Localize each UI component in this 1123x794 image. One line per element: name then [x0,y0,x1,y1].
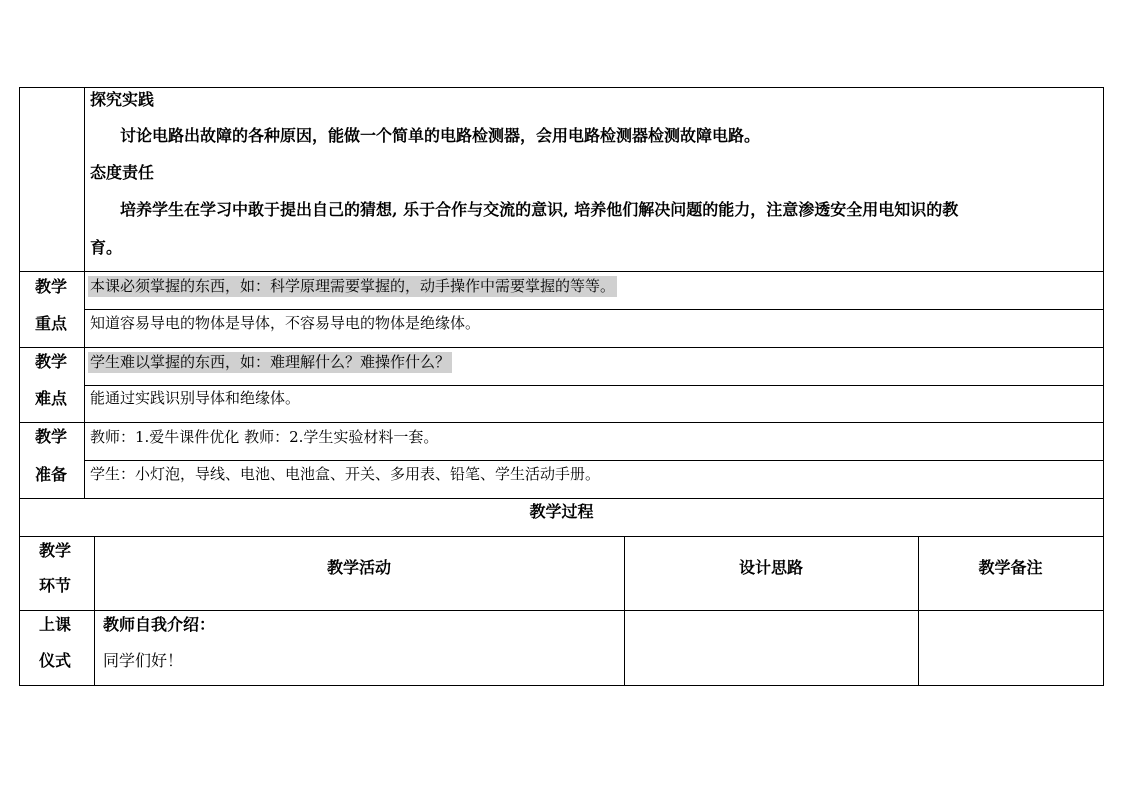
header-notes: 教学备注 [978,558,1043,577]
preparation-label-1: 教学 [35,427,68,446]
key-points-label-2: 重点 [35,314,68,333]
table-border-right [1103,87,1104,686]
attitude-text-line1: 培养学生在学习中敢于提出自己的猜想, 乐于合作与交流的意识, 培养他们解决问题的能力，注意渗透安全用电知识的教 [120,200,959,219]
column-divider [84,87,85,499]
header-design: 设计思路 [738,558,803,577]
row-divider [84,460,1104,461]
row-divider [19,610,1104,611]
preparation-student: 学生：小灯泡，导线、电池、电池盒、开关、多用表、铅笔、学生活动手册。 [90,465,601,483]
table-border-bottom [19,685,1104,686]
column-divider [624,536,625,686]
row-divider [19,271,1104,272]
row-divider [19,347,1104,348]
column-divider [94,536,95,686]
header-activity: 教学活动 [326,558,391,577]
row-divider [19,498,1104,499]
difficulties-label-1: 教学 [35,352,68,371]
attitude-text-line2: 育。 [90,238,123,257]
table-border-left [19,87,20,686]
header-stage-2: 环节 [39,576,72,595]
row-activity-text: 同学们好！ [103,651,184,670]
row-divider [19,422,1104,423]
row-activity-heading: 教师自我介绍： [103,615,216,634]
key-points-hint: 本课必须掌握的东西，如：科学原理需要掌握的，动手操作中需要掌握的等等。 [90,277,616,295]
difficulties-content: 能通过实践识别导体和绝缘体。 [90,389,301,407]
process-title: 教学过程 [529,502,594,521]
key-points-label-1: 教学 [35,277,68,296]
column-divider [918,536,919,686]
key-points-content: 知道容易导电的物体是导体，不容易导电的物体是绝缘体。 [90,314,481,332]
preparation-teacher: 教师：1.爱牛课件优化 教师：2.学生实验材料一套。 [90,428,439,446]
difficulties-hint: 学生难以掌握的东西，如：难理解什么？难操作什么？ [90,353,451,371]
row-stage-2: 仪式 [39,651,72,670]
attitude-heading: 态度责任 [90,163,155,182]
preparation-label-2: 准备 [35,465,68,484]
row-divider [84,385,1104,386]
row-divider [19,536,1104,537]
practice-heading: 探究实践 [90,90,155,109]
practice-text: 讨论电路出故障的各种原因，能做一个简单的电路检测器，会用电路检测器检测故障电路。 [120,126,761,145]
difficulties-label-2: 难点 [35,389,68,408]
row-stage-1: 上课 [39,615,72,634]
table-border-top [19,87,1104,88]
row-divider [84,309,1104,310]
header-stage-1: 教学 [39,541,72,560]
